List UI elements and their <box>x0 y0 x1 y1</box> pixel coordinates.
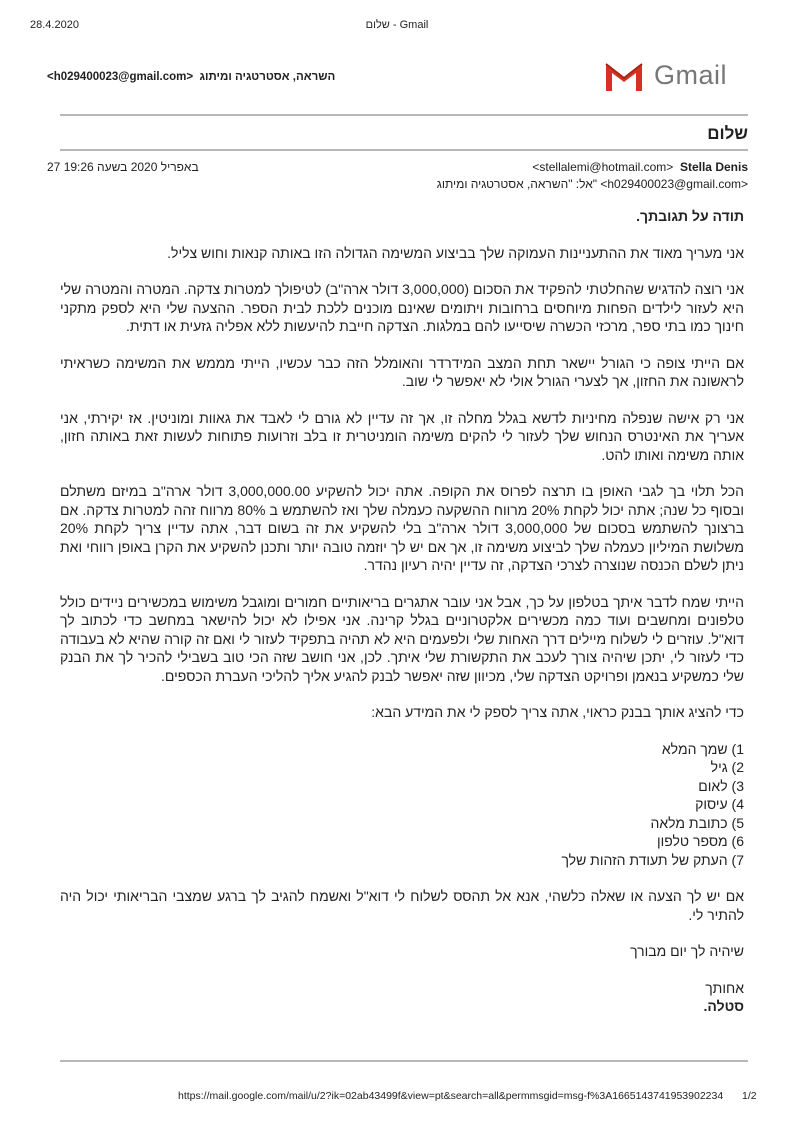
signature: סטלה. <box>703 998 744 1014</box>
account-line <box>47 71 335 83</box>
list-item: 5) כתובת מלאה <box>650 814 744 831</box>
body-paragraph: אני מעריך מאוד את ההתעניינות העמוקה שלך בביצוע המשימה הגדולה הזו באותה קנאות וחוש צליל. <box>167 244 744 261</box>
account-email: <h029400023@gmail.com> <box>47 71 194 83</box>
footer-url: https://mail.google.com/mail/u/2?ik=02ab43499f&view=pt&search=all&permmsgid=msg-f%3A1665143741953902234 <box>178 1090 724 1102</box>
page-number: 1/2 <box>742 1090 757 1102</box>
list-item: 3) לאום <box>698 777 744 794</box>
wish-line: שיהיה לך יום מבורך <box>630 943 744 959</box>
message-date: 27 באפריל 2020 בשעה 19:26 <box>47 160 199 174</box>
account-name: השראה, אסטרטגיה ומיתוג <box>199 71 336 83</box>
gmail-m-icon <box>604 60 644 91</box>
list-item: 7) העתק של תעודת הזהות שלך <box>561 851 744 868</box>
body-paragraph: כדי להציג אותך בבנק כראוי, אתה צריך לספק לי את המידע הבא: <box>371 704 744 720</box>
info-list <box>60 740 744 870</box>
print-title: שלום - Gmail <box>365 19 429 31</box>
message-body <box>60 207 744 1016</box>
list-item: 6) מספר טלפון <box>656 833 744 849</box>
body-paragraph: אני רוצה להדגיש שהחלטתי להפקיד את הסכום (3,000,000 דולר ארה"ב) לטיפולך למטרות צדקה. המטרה והמטרה שלי היא לעזור לילדים הפחות מיוחסים ברחובות ויתומים שאינם מוכנים ללכת לבית הספר. ההצעה שלי היא לספק מתקני חינוך כמו בתי ספר, מרכזי הכשרה שיסייעו להם במלגות. הצדקה חייבת להיעשות ללא אפליה גזעית או דתית. <box>60 281 744 334</box>
recipient-line: אל: "השראה, אסטרטגיה ומיתוג" <h029400023@gmail.com> <box>436 177 748 191</box>
greeting: תודה על תגובתך. <box>636 208 744 224</box>
sender-email: <stellalemi@hotmail.com> <box>532 160 674 174</box>
signoff: אחותך <box>705 979 744 996</box>
list-item: 1) שמך המלא <box>661 740 744 757</box>
gmail-logo-text: Gmail <box>654 60 728 90</box>
print-date: 28.4.2020 <box>30 19 79 31</box>
list-item: 4) עיסוק <box>695 796 744 812</box>
sender-name: Stella Denis <box>679 160 748 174</box>
sender[interactable] <box>532 160 748 174</box>
gmail-logo <box>604 60 727 91</box>
body-paragraph: אני רק אישה שנפלה מחיניות לדשא בגלל מחלה זו, אך זה עדיין לא גורם לי לאבד את גאוות ומוניטין. אז יקירתי, אני אעריך את האינטרס הנחוש שלך לעזור לי להקים משימה הומניטרית זו בלב וזרועות פתוחות לעשות זאת באותה חזון, אותה משימה ואותו להט. <box>60 409 744 463</box>
email-subject: שלום <box>707 124 748 143</box>
body-paragraph: הכל תלוי בך לגבי האופן בו תרצה לפרוס את הקופה. אתה יכול להשקיע 3,000,000.00 דולר ארה"ב במיזם משתלם ובסוף כל שנה; אתה יכול לקחת 20% מרווח ההשקעה כעמלה שלך ואז להשתמש ב 80% מרווח זהה למטרות צדקה. אם ברצונך להשתמש בסכום של 3,000,000 דולר ארה"ב בלי להשקיע את זה בשום דבר, אתה עדיין צריך לקחת 20% משלושת המיליון כעמלה שלך לביצוע משימה זו, אך אם יש לך יוזמה טובה יותר ותכנן להשקיע את הקרן באופן רווחי ואת ניתן לשלם הכנסה שנוצרה לצרכי הצדקה, זה עדיין יהיה רעיון נהדר. <box>60 483 745 573</box>
subject-divider <box>60 149 748 151</box>
footer-divider <box>60 1060 748 1062</box>
list-item: 2) גיל <box>710 759 744 775</box>
closing-paragraph: אם יש לך הצעה או שאלה כלשהי, אנא אל תהסס לשלוח לי דוא"ל ואשמח להגיב לך ברגע שמצבי הבריאותי יכול היה להתיר לי. <box>60 888 744 923</box>
header-divider <box>60 114 748 116</box>
body-paragraph: הייתי שמח לדבר איתך בטלפון על כך, אבל אני עובר אתגרים בריאותיים חמורים ומוגבל משימוש במכשירים ניידים כולל טלפונים ומחשבים ועוד כמה מכשירים אלקטרוניים בגלל קרינה. אני אפילו לא יכול להישאר במחשב כדי לכתוב לך דוא"ל. עוזרים לי לשלוח מיילים דרך האחות שלי ולפעמים היא לא תהיה בתפקיד לעזור לי ואם זה קורה שהיא לא בעבודה כדי לעזור לי, יתכן שיהיה צורך לעכב את התקשורת שלי איתך. לכן, אני חושב שזה הכי טוב בשבילי להכיר לך את הבנק שלי כמשקיע בנאמן ופרויקט הצדקה שלי, מכיוון שזה יאפשר לבנק להגיע אליך להליכי העברת הכספים. <box>60 593 744 684</box>
body-paragraph: אם הייתי צופה כי הגורל יישאר תחת המצב המידרדר והאומלל הזה כבר עכשיו, הייתי מממש את המשימה כשראיתי לראשונה את החזון, אך לצערי הגורל אולי לא יאפשר לי שוב. <box>60 354 744 389</box>
